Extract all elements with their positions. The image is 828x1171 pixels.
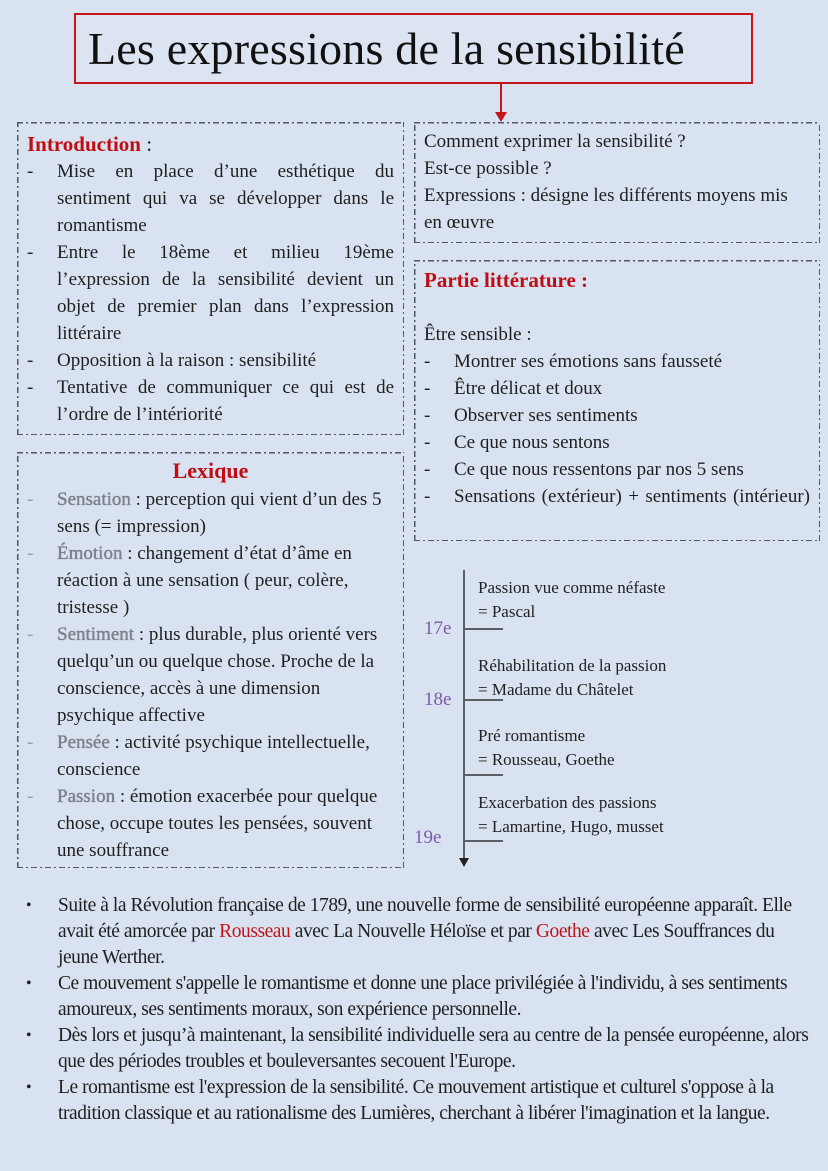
century-label: 18e: [424, 689, 452, 710]
timeline-tick: [465, 628, 503, 630]
introduction-section: [17, 122, 404, 435]
dash-bullet-icon: -: [424, 486, 431, 507]
list-item: - Être délicat et doux: [424, 375, 810, 402]
dash-bullet-icon: -: [424, 405, 431, 426]
lexique-term: Pensée: [57, 732, 110, 753]
lexique-heading: Lexique: [172, 458, 249, 483]
lexique-item: [27, 540, 394, 621]
highlighted-name: Rousseau: [219, 921, 291, 942]
dash-bullet-icon: -: [424, 378, 431, 399]
list-item: - Opposition à la raison : sensibilité: [27, 347, 394, 374]
lexique-item: [27, 783, 394, 864]
dash-bullet-icon: -: [27, 543, 34, 564]
title-box: [74, 13, 753, 84]
lexique-definition: : activité psychique intellectuelle, conscience: [57, 732, 370, 780]
arrow-down-icon: [495, 112, 507, 122]
summary-item: • Dès lors et jusqu’à maintenant, la sensibilité individuelle sera au centre de la pensée européenne, alors que des périodes troubles et bouleversantes secouent l'Europe.: [26, 1025, 809, 1072]
summary-item: • Suite à la Révolution française de 1789, une nouvelle forme de sensibilité européenne apparaît. Elle avait été amorcée par Rousseau avec La Nouvelle Héloïse et par Goethe avec Les Souffrances du jeune Werther.: [26, 895, 792, 968]
partie-subheading: Être sensible :: [424, 324, 532, 345]
lexique-item: [27, 621, 394, 729]
century-label: 19e: [414, 827, 442, 848]
timeline-entry: Exacerbation des passions = Lamartine, Hugo, musset: [478, 793, 664, 836]
dash-bullet-icon: -: [424, 459, 431, 480]
dash-bullet-icon: -: [27, 242, 34, 263]
timeline-axis: [463, 570, 465, 860]
list-item: - Ce que nous sentons: [424, 429, 810, 456]
dash-bullet-icon: -: [27, 377, 34, 398]
bullet-icon: •: [26, 897, 32, 914]
dash-bullet-icon: -: [27, 786, 34, 807]
page-title: Les expressions de la sensibilité: [88, 23, 685, 74]
lexique-term: Sentiment: [57, 624, 135, 645]
summary-list: [22, 893, 812, 1127]
timeline-entry: Réhabilitation de la passion = Madame du Châtelet: [478, 656, 667, 699]
dash-bullet-icon: -: [424, 432, 431, 453]
questions-section: [414, 122, 820, 243]
list-item: - Mise en place d’une esthétique du sentiment qui va se développer dans le romantisme: [27, 158, 394, 239]
partie-litterature-list: [424, 348, 810, 510]
lexique-term: Passion: [57, 786, 116, 807]
dash-bullet-icon: -: [27, 624, 34, 645]
lexique-definition: : perception qui vient d’un des 5 sens (= impression): [57, 489, 382, 537]
summary-item: • Le romantisme est l'expression de la sensibilité. Ce mouvement artistique et culturel s'oppose à la tradition classique et au rationalisme des Lumières, cherchant à libérer l'imagination et la langue.: [26, 1077, 774, 1124]
question-line: Est-ce possible ?: [424, 158, 552, 179]
lexique-list: [27, 486, 394, 864]
list-item: - Ce que nous ressentons par nos 5 sens: [424, 456, 810, 483]
lexique-term: Sensation: [57, 489, 131, 510]
dash-bullet-icon: -: [27, 350, 34, 371]
list-item: - Montrer ses émotions sans fausseté: [424, 348, 810, 375]
list-item: - Tentative de communiquer ce qui est de l’ordre de l’intériorité: [27, 374, 394, 428]
lexique-item: [27, 729, 394, 783]
introduction-colon: :: [140, 132, 153, 156]
century-label: 17e: [424, 618, 452, 639]
dash-bullet-icon: -: [27, 732, 34, 753]
lexique-section: [17, 452, 404, 868]
list-item: - Sensations (extérieur) + sentiments (intérieur): [424, 483, 810, 510]
arrow-down-icon: [459, 858, 469, 867]
introduction-list: [27, 158, 394, 428]
list-item: - Observer ses sentiments: [424, 402, 810, 429]
lexique-definition: : changement d’état d’âme en réaction à une sensation ( peur, colère, tristesse ): [57, 543, 352, 618]
lexique-term: Émotion: [57, 543, 123, 564]
lexique-definition: : plus durable, plus orienté vers quelqu’un ou quelque chose. Proche de la conscience, accès à une dimension psychique affective: [57, 624, 378, 726]
dash-bullet-icon: -: [27, 161, 34, 182]
lexique-definition: : émotion exacerbée pour quelque chose, occupe toutes les pensées, souvent une souffrance: [57, 786, 378, 861]
partie-litterature-section: [414, 260, 820, 541]
question-line: Expressions : désigne les différents moyens mis en œuvre: [424, 185, 788, 233]
bullet-icon: •: [26, 1079, 32, 1096]
timeline-entry: Pré romantisme = Rousseau, Goethe: [478, 726, 615, 769]
partie-litterature-heading: Partie littérature :: [424, 268, 589, 292]
timeline-tick: [465, 840, 503, 842]
timeline-tick: [465, 774, 503, 776]
dash-bullet-icon: -: [424, 351, 431, 372]
highlighted-name: Goethe: [535, 921, 590, 942]
spacer: [424, 294, 810, 321]
summary-item: • Ce mouvement s'appelle le romantisme et donne une place privilégiée à l'individu, à ses sentiments amoureux, ses sentiments moraux, son expérience personnelle.: [26, 973, 788, 1020]
introduction-heading: Introduction: [27, 132, 141, 156]
list-item: - Entre le 18ème et milieu 19ème l’expression de la sensibilité devient un objet de premier plan dans l’expression littéraire: [27, 239, 394, 347]
bullet-icon: •: [26, 975, 32, 992]
title-arrow-line: [500, 84, 502, 114]
timeline-entry: Passion vue comme néfaste = Pascal: [478, 578, 666, 621]
dash-bullet-icon: -: [27, 489, 34, 510]
question-line: Comment exprimer la sensibilité ?: [424, 131, 686, 152]
bullet-icon: •: [26, 1027, 32, 1044]
lexique-item: [27, 486, 394, 540]
